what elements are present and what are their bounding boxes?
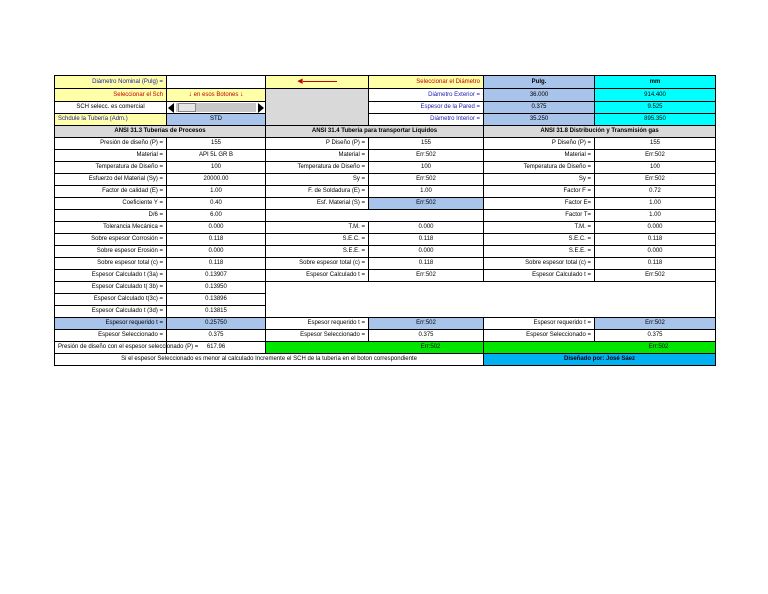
- row-label: Sy =: [484, 174, 595, 186]
- d-ext-in: 36.000: [484, 89, 595, 102]
- d-int-label: Diámetro Interior =: [369, 114, 484, 126]
- row-value: 0.000: [595, 246, 716, 258]
- row-label: T.M. =: [266, 222, 369, 234]
- req-label: Espesor requerido t =: [55, 318, 167, 330]
- row-label: Temperatura de Diseño =: [266, 162, 369, 174]
- row-value: 0.118: [595, 234, 716, 246]
- row-label: P Diseño (P) =: [484, 138, 595, 150]
- sch-scrollbar[interactable]: [167, 102, 266, 114]
- header-b314: ANSI 31.4 Tubería para transportar Líquidos: [266, 126, 484, 138]
- row-label: Presión de diseño (P) =: [55, 138, 167, 150]
- sch-label: SCH selecc. es comercial: [55, 102, 167, 114]
- row-value: 1.00: [595, 198, 716, 210]
- row-value: 0.13907: [167, 270, 266, 282]
- blank-gray: [266, 89, 369, 126]
- row-label: Sobre espesor Corrosión =: [55, 234, 167, 246]
- row-label: D/6 =: [55, 210, 167, 222]
- select-sch-hint: Seleccionar el Sch: [55, 89, 167, 102]
- row-label: S.E.E. =: [484, 246, 595, 258]
- row-label: Material =: [484, 150, 595, 162]
- row-value: 0.000: [167, 222, 266, 234]
- row-label: Espesor Calculado t (3d) =: [55, 306, 167, 318]
- row-value: 0.118: [369, 234, 484, 246]
- row-value: Err:502: [369, 150, 484, 162]
- row-value: Err:502: [369, 198, 484, 210]
- row-value: Err:502: [595, 174, 716, 186]
- req-label: Espesor requerido t =: [484, 318, 595, 330]
- d-ext-mm: 914.400: [595, 89, 716, 102]
- sel-value: 0.375: [595, 330, 716, 342]
- row-value: 0.000: [595, 222, 716, 234]
- pres-value: 617.96: [167, 342, 266, 354]
- row-label: S.E.C. =: [266, 234, 369, 246]
- row-label: T.M. =: [484, 222, 595, 234]
- row-label: Factor F =: [484, 186, 595, 198]
- units-pulg: Pulg.: [484, 76, 595, 89]
- esp-mm: 9.525: [595, 102, 716, 114]
- sel-label: Espesor Seleccionado =: [484, 330, 595, 342]
- row-label: P Diseño (P) =: [266, 138, 369, 150]
- scroll-left-button[interactable]: [168, 103, 174, 113]
- row-label: Sobre espesor Erosión =: [55, 246, 167, 258]
- pres-b318-value: Err:502: [484, 342, 716, 354]
- arrow-left-icon: ◀: [297, 78, 303, 85]
- row-value: 0.72: [595, 186, 716, 198]
- scroll-thumb[interactable]: [178, 103, 196, 112]
- row-label: Material =: [266, 150, 369, 162]
- d-int-mm: 895.350: [595, 114, 716, 126]
- arrow-down-icon: ↓: [188, 91, 192, 99]
- designer-credit: Diseñado por: José Sáez: [484, 354, 716, 366]
- d-ext-label: Diámetro Exterior =: [369, 89, 484, 102]
- sel-label: Espesor Seleccionado =: [55, 330, 167, 342]
- row-value: 1.00: [167, 186, 266, 198]
- row-label: Sobre espesor total (c) =: [55, 258, 167, 270]
- schedule-value: STD: [167, 114, 266, 126]
- blank-block: [266, 282, 716, 318]
- row-label: Espesor Calculado t (3a) =: [55, 270, 167, 282]
- row-value: Err:502: [369, 270, 484, 282]
- row-value: 0.118: [369, 258, 484, 270]
- row-value: 0.13815: [167, 306, 266, 318]
- row-value: 0.118: [595, 258, 716, 270]
- row-label: Sobre espesor total (c) =: [266, 258, 369, 270]
- pres-b314-value: Err:502: [266, 342, 484, 354]
- row-value: 0.13950: [167, 282, 266, 294]
- pres-label: Presión de diseño con el espesor seleccionado (P) =: [55, 342, 167, 354]
- row-value: 20000.00: [167, 174, 266, 186]
- esp-in: 0.375: [484, 102, 595, 114]
- row-value: Err:502: [369, 174, 484, 186]
- row-value: 0.118: [167, 258, 266, 270]
- row-value: 6.00: [167, 210, 266, 222]
- row-label: Espesor Calculado t(3c) =: [55, 294, 167, 306]
- row-value: 100: [167, 162, 266, 174]
- row-value: API 5L GR B: [167, 150, 266, 162]
- d-int-in: 35.250: [484, 114, 595, 126]
- row-label: Esfuerzo del Material (Sy) =: [55, 174, 167, 186]
- req-label: Espesor requerido t =: [266, 318, 369, 330]
- row-value: Err:502: [595, 270, 716, 282]
- row-value: 0.118: [167, 234, 266, 246]
- botones-hint: [167, 89, 266, 102]
- row-label: Factor T=: [484, 210, 595, 222]
- header-b318: ANSI 31.8 Distribución y Transmisión gas: [484, 126, 716, 138]
- row-label: Coeficiente Y =: [55, 198, 167, 210]
- row-value: Err:502: [595, 150, 716, 162]
- sel-value: 0.375: [167, 330, 266, 342]
- header-b313: ANSI 31.3 Tuberías de Procesos: [55, 126, 266, 138]
- botones-label: en esos Botones: [193, 92, 239, 99]
- req-value: Err:502: [595, 318, 716, 330]
- row-value: 100: [595, 162, 716, 174]
- schedule-label: Schdule la Tubería (Adm.): [55, 114, 167, 126]
- row-value: 155: [167, 138, 266, 150]
- blank-cell: [266, 210, 484, 222]
- req-value: 0.25750: [167, 318, 266, 330]
- scroll-track[interactable]: [176, 103, 256, 112]
- row-value: 0.000: [369, 222, 484, 234]
- row-label: Sy =: [266, 174, 369, 186]
- scroll-right-button[interactable]: [258, 103, 264, 113]
- row-label: Espesor Calculado t =: [266, 270, 369, 282]
- row-label: S.E.E. =: [266, 246, 369, 258]
- diam-nominal-label: Diámetro Nominal (Pulg) =: [55, 76, 167, 89]
- pipe-thickness-sheet: [54, 75, 716, 366]
- row-label: Factor E=: [484, 198, 595, 210]
- row-label: Esf. Material (S) =: [266, 198, 369, 210]
- select-diam-hint: Seleccionar el Diámetro: [369, 76, 484, 89]
- row-label: Temperatura de Diseño =: [55, 162, 167, 174]
- row-label: Factor de calidad (E) =: [55, 186, 167, 198]
- row-label: Espesor Calculado t( 3b) =: [55, 282, 167, 294]
- sel-label: Espesor Seleccionado =: [266, 330, 369, 342]
- row-value: 100: [369, 162, 484, 174]
- row-value: 155: [595, 138, 716, 150]
- footer-note: Si el espesor Seleccionado es menor al calculado Incremente el SCH de la tubería en el boton correspondiente: [55, 354, 484, 366]
- arrow-down-icon: ↓: [240, 91, 244, 99]
- esp-label: Espesor de la Pared =: [369, 102, 484, 114]
- row-label: S.E.C. =: [484, 234, 595, 246]
- row-label: Sobre espesor total (c) =: [484, 258, 595, 270]
- row-value: 0.000: [167, 246, 266, 258]
- sel-value: 0.375: [369, 330, 484, 342]
- row-value: 0.000: [369, 246, 484, 258]
- row-value: 1.00: [369, 186, 484, 198]
- row-label: F. de Soldadura (E) =: [266, 186, 369, 198]
- row-value: 0.40: [167, 198, 266, 210]
- row-label: Espesor Calculado t =: [484, 270, 595, 282]
- row-label: Material =: [55, 150, 167, 162]
- req-value: Err:502: [369, 318, 484, 330]
- row-value: 0.13896: [167, 294, 266, 306]
- units-mm: mm: [595, 76, 716, 89]
- arrow-cell: [266, 76, 369, 89]
- row-label: Temperatura de Diseño =: [484, 162, 595, 174]
- row-value: 1.00: [595, 210, 716, 222]
- row-value: 155: [369, 138, 484, 150]
- diam-nominal-input[interactable]: [167, 76, 266, 89]
- row-label: Tolerancia Mecánica =: [55, 222, 167, 234]
